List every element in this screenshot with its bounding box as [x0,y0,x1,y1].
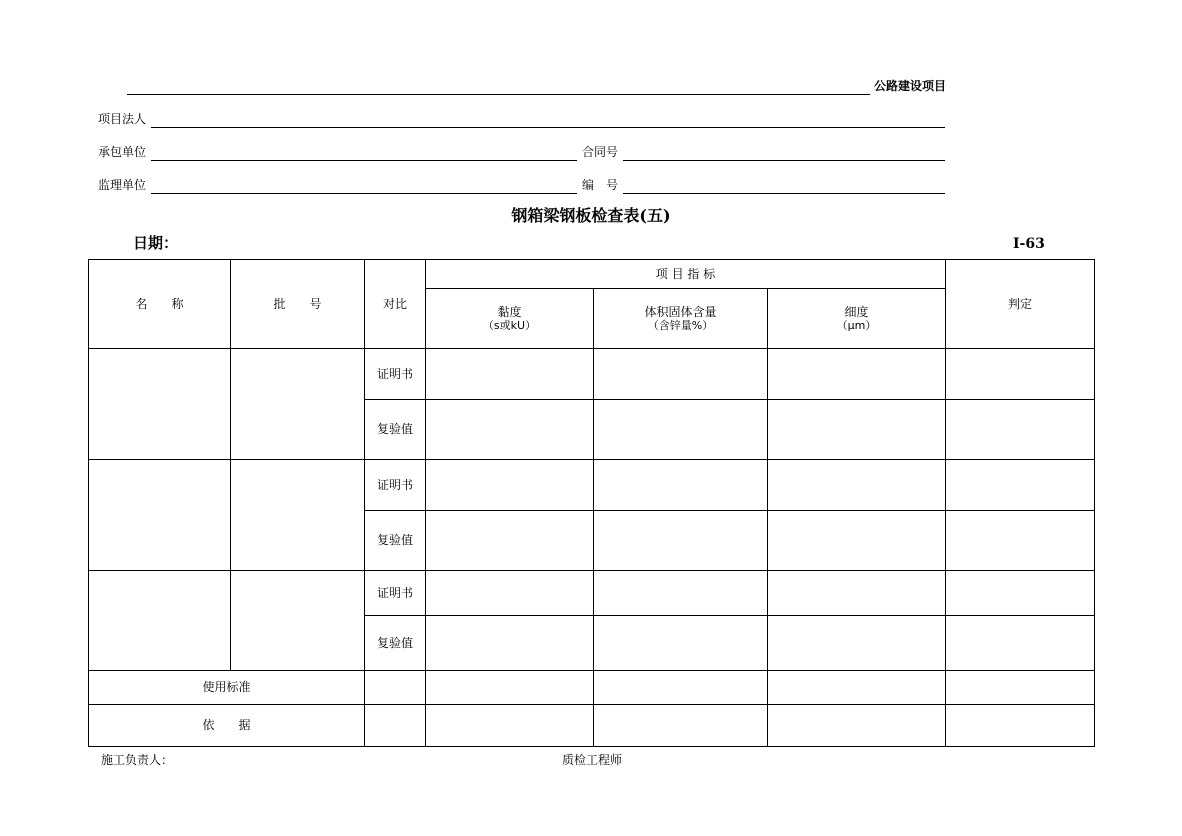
value-cell[interactable] [768,460,946,511]
judge-cell[interactable] [946,460,1095,511]
contract-no-label: 合同号 [582,145,619,159]
qc-engineer-label: 质检工程师 [562,753,623,767]
indicator-unit: （μm） [836,318,877,332]
value-cell[interactable] [768,571,946,616]
judge-cell[interactable] [946,571,1095,616]
value-cell[interactable] [594,511,768,571]
indicator-unit: （含锌量%） [647,318,714,332]
indicator-name: 体积固体含量 [644,304,717,319]
project-suffix-label: 公路建设项目 [874,79,947,93]
inspection-table [88,259,1095,747]
header-indicator-fineness [768,289,946,349]
judge-cell[interactable] [946,511,1095,571]
name-cell[interactable] [89,460,231,571]
batch-cell[interactable] [231,349,365,460]
value-cell[interactable] [594,460,768,511]
name-cell[interactable] [89,571,231,671]
value-cell[interactable] [594,705,768,747]
compare-certificate: 证明书 [365,349,426,400]
value-cell[interactable] [768,616,946,671]
value-cell[interactable] [426,511,594,571]
indicator-name: 黏度 [497,304,522,319]
header-name: 名 称 [89,260,231,349]
batch-cell[interactable] [231,460,365,571]
batch-cell[interactable] [231,571,365,671]
contract-no-field[interactable] [623,160,945,161]
value-cell[interactable] [426,349,594,400]
form-title: 钢箱梁钢板检查表(五) [511,206,671,225]
header-compare: 对比 [365,260,426,349]
project-name-underline [127,94,870,95]
header-indicator-viscosity [426,289,594,349]
name-cell[interactable] [89,349,231,460]
value-cell[interactable] [426,705,594,747]
header-judge: 判定 [946,260,1095,349]
compare-retest: 复验值 [365,400,426,460]
value-cell[interactable] [768,400,946,460]
compare-cell[interactable] [365,705,426,747]
contractor-label: 承包单位 [98,145,147,159]
value-cell[interactable] [426,400,594,460]
compare-retest: 复验值 [365,616,426,671]
form-code: I-63 [1013,236,1045,252]
value-cell[interactable] [426,616,594,671]
value-cell[interactable] [594,571,768,616]
standard-label: 使用标准 [89,671,365,705]
basis-label: 依 据 [89,705,365,747]
judge-cell[interactable] [946,705,1095,747]
judge-cell[interactable] [946,671,1095,705]
legal-person-label: 项目法人 [98,112,147,126]
value-cell[interactable] [768,511,946,571]
value-cell[interactable] [426,571,594,616]
value-cell[interactable] [594,400,768,460]
supervisor-label: 监理单位 [98,178,147,192]
contractor-field[interactable] [151,160,577,161]
compare-cell[interactable] [365,671,426,705]
supervisor-field[interactable] [151,193,577,194]
value-cell[interactable] [594,349,768,400]
judge-cell[interactable] [946,400,1095,460]
indicator-name: 细度 [844,304,869,319]
compare-certificate: 证明书 [365,460,426,511]
date-label: 日期： [133,234,179,252]
judge-cell[interactable] [946,616,1095,671]
serial-no-label: 编 号 [582,178,619,192]
header-indicators-group: 项 目 指 标 [426,260,946,289]
construction-lead-label: 施工负责人： [101,753,174,767]
serial-no-field[interactable] [623,193,945,194]
value-cell[interactable] [594,616,768,671]
judge-cell[interactable] [946,349,1095,400]
value-cell[interactable] [768,349,946,400]
compare-retest: 复验值 [365,511,426,571]
value-cell[interactable] [426,460,594,511]
header-batch: 批 号 [231,260,365,349]
value-cell[interactable] [768,705,946,747]
legal-person-field[interactable] [151,127,945,128]
value-cell[interactable] [426,671,594,705]
header-indicator-solids [594,289,768,349]
value-cell[interactable] [768,671,946,705]
value-cell[interactable] [594,671,768,705]
compare-certificate: 证明书 [365,571,426,616]
indicator-unit: （s或kU） [482,318,537,332]
